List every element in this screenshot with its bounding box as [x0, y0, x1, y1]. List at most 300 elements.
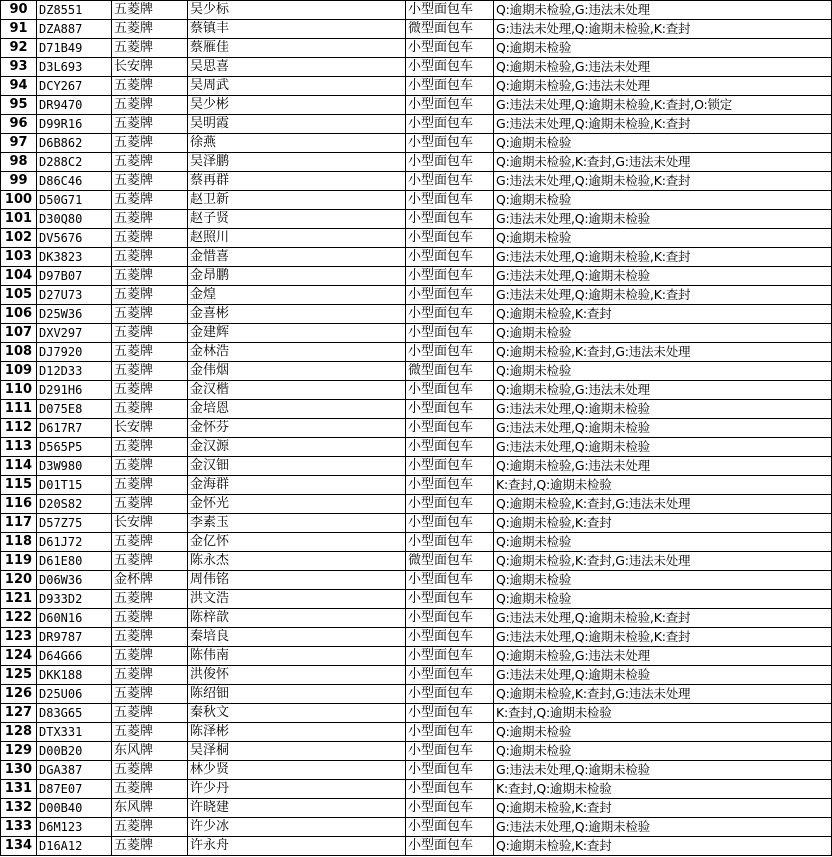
status-cell: Q:逾期未检验,K:查封,G:违法未处理 — [494, 343, 832, 362]
owner-name-cell: 吴泽桐 — [188, 742, 406, 761]
plate-number-cell: D06W36 — [37, 571, 112, 590]
table-row — [1, 438, 832, 457]
owner-name-cell: 洪文浩 — [188, 590, 406, 609]
vehicle-type-cell: 小型面包车 — [406, 229, 494, 248]
status-cell: G:违法未处理,Q:逾期未检验 — [494, 210, 832, 229]
table-row — [1, 609, 832, 628]
status-cell: Q:逾期未检验 — [494, 229, 832, 248]
vehicle-type-cell: 小型面包车 — [406, 761, 494, 780]
plate-number-cell: D3W980 — [37, 457, 112, 476]
brand-cell: 五菱牌 — [112, 476, 188, 495]
row-number-cell: 107 — [1, 324, 37, 343]
row-number-cell: 123 — [1, 628, 37, 647]
vehicle-type-cell: 小型面包车 — [406, 495, 494, 514]
owner-name-cell: 金怀芬 — [188, 419, 406, 438]
table-row — [1, 457, 832, 476]
status-cell: G:违法未处理,Q:逾期未检验 — [494, 666, 832, 685]
plate-number-cell: D933D2 — [37, 590, 112, 609]
table-row — [1, 1, 832, 20]
table-row — [1, 799, 832, 818]
status-cell: Q:逾期未检验,G:违法未处理 — [494, 647, 832, 666]
vehicle-type-cell: 小型面包车 — [406, 438, 494, 457]
plate-number-cell: D83G65 — [37, 704, 112, 723]
vehicle-type-cell: 小型面包车 — [406, 514, 494, 533]
row-number-cell: 93 — [1, 58, 37, 77]
brand-cell: 五菱牌 — [112, 837, 188, 856]
row-number-cell: 109 — [1, 362, 37, 381]
brand-cell: 五菱牌 — [112, 552, 188, 571]
owner-name-cell: 金喜彬 — [188, 305, 406, 324]
plate-number-cell: D60N16 — [37, 609, 112, 628]
table-row — [1, 552, 832, 571]
vehicle-type-cell: 小型面包车 — [406, 723, 494, 742]
table-row — [1, 533, 832, 552]
row-number-cell: 99 — [1, 172, 37, 191]
row-number-cell: 110 — [1, 381, 37, 400]
brand-cell: 五菱牌 — [112, 723, 188, 742]
owner-name-cell: 吴泽鹏 — [188, 153, 406, 172]
status-cell: Q:逾期未检验 — [494, 134, 832, 153]
brand-cell: 五菱牌 — [112, 324, 188, 343]
row-number-cell: 101 — [1, 210, 37, 229]
row-number-cell: 92 — [1, 39, 37, 58]
brand-cell: 五菱牌 — [112, 818, 188, 837]
owner-name-cell: 金昂鹏 — [188, 267, 406, 286]
plate-number-cell: D6M123 — [37, 818, 112, 837]
row-number-cell: 113 — [1, 438, 37, 457]
vehicle-type-cell: 小型面包车 — [406, 343, 494, 362]
table-row — [1, 39, 832, 58]
table-row — [1, 647, 832, 666]
table-row — [1, 134, 832, 153]
owner-name-cell: 金汉钿 — [188, 457, 406, 476]
table-row — [1, 723, 832, 742]
vehicle-type-cell: 小型面包车 — [406, 799, 494, 818]
status-cell: Q:逾期未检验 — [494, 723, 832, 742]
table-row — [1, 191, 832, 210]
row-number-cell: 97 — [1, 134, 37, 153]
status-cell: Q:逾期未检验,K:查封,G:违法未处理 — [494, 685, 832, 704]
plate-number-cell: D288C2 — [37, 153, 112, 172]
plate-number-cell: D64G66 — [37, 647, 112, 666]
status-cell: G:违法未处理,Q:逾期未检验,K:查封 — [494, 628, 832, 647]
plate-number-cell: D3L693 — [37, 58, 112, 77]
vehicle-type-cell: 小型面包车 — [406, 742, 494, 761]
row-number-cell: 98 — [1, 153, 37, 172]
status-cell: G:违法未处理,Q:逾期未检验 — [494, 267, 832, 286]
owner-name-cell: 金建辉 — [188, 324, 406, 343]
status-cell: Q:逾期未检验 — [494, 324, 832, 343]
vehicle-type-cell: 小型面包车 — [406, 248, 494, 267]
owner-name-cell: 许少冰 — [188, 818, 406, 837]
vehicle-type-cell: 小型面包车 — [406, 457, 494, 476]
status-cell: G:违法未处理,Q:逾期未检验,K:查封,O:锁定 — [494, 96, 832, 115]
plate-number-cell: D617R7 — [37, 419, 112, 438]
plate-number-cell: D20S82 — [37, 495, 112, 514]
row-number-cell: 91 — [1, 20, 37, 39]
owner-name-cell: 林少贤 — [188, 761, 406, 780]
owner-name-cell: 蔡镇丰 — [188, 20, 406, 39]
brand-cell: 五菱牌 — [112, 229, 188, 248]
vehicle-type-cell: 小型面包车 — [406, 400, 494, 419]
owner-name-cell: 洪俊怀 — [188, 666, 406, 685]
brand-cell: 五菱牌 — [112, 647, 188, 666]
status-cell: Q:逾期未检验,G:违法未处理 — [494, 77, 832, 96]
row-number-cell: 116 — [1, 495, 37, 514]
row-number-cell: 111 — [1, 400, 37, 419]
row-number-cell: 94 — [1, 77, 37, 96]
plate-number-cell: D61E80 — [37, 552, 112, 571]
plate-number-cell: D87E07 — [37, 780, 112, 799]
plate-number-cell: D565P5 — [37, 438, 112, 457]
vehicle-type-cell: 小型面包车 — [406, 704, 494, 723]
row-number-cell: 100 — [1, 191, 37, 210]
status-cell: G:违法未处理,Q:逾期未检验,K:查封 — [494, 115, 832, 134]
plate-number-cell: DR9470 — [37, 96, 112, 115]
plate-number-cell: DXV297 — [37, 324, 112, 343]
brand-cell: 五菱牌 — [112, 495, 188, 514]
owner-name-cell: 许少丹 — [188, 780, 406, 799]
owner-name-cell: 赵卫新 — [188, 191, 406, 210]
table-row — [1, 400, 832, 419]
status-cell: Q:逾期未检验,K:查封 — [494, 514, 832, 533]
vehicle-type-cell: 小型面包车 — [406, 419, 494, 438]
vehicle-type-cell: 小型面包车 — [406, 628, 494, 647]
owner-name-cell: 陈绍钿 — [188, 685, 406, 704]
owner-name-cell: 金林浩 — [188, 343, 406, 362]
vehicle-type-cell: 小型面包车 — [406, 267, 494, 286]
row-number-cell: 134 — [1, 837, 37, 856]
plate-number-cell: DR9787 — [37, 628, 112, 647]
owner-name-cell: 许永舟 — [188, 837, 406, 856]
plate-number-cell: D6B862 — [37, 134, 112, 153]
brand-cell: 五菱牌 — [112, 134, 188, 153]
brand-cell: 五菱牌 — [112, 381, 188, 400]
brand-cell: 五菱牌 — [112, 438, 188, 457]
owner-name-cell: 陈伟南 — [188, 647, 406, 666]
plate-number-cell: DGA387 — [37, 761, 112, 780]
brand-cell: 五菱牌 — [112, 780, 188, 799]
plate-number-cell: D61J72 — [37, 533, 112, 552]
row-number-cell: 122 — [1, 609, 37, 628]
plate-number-cell: DKK188 — [37, 666, 112, 685]
owner-name-cell: 许晓建 — [188, 799, 406, 818]
vehicle-type-cell: 小型面包车 — [406, 818, 494, 837]
row-number-cell: 105 — [1, 286, 37, 305]
row-number-cell: 128 — [1, 723, 37, 742]
table-row — [1, 58, 832, 77]
status-cell: Q:逾期未检验,G:违法未处理 — [494, 58, 832, 77]
brand-cell: 五菱牌 — [112, 400, 188, 419]
table-row — [1, 286, 832, 305]
table-row — [1, 590, 832, 609]
row-number-cell: 115 — [1, 476, 37, 495]
owner-name-cell: 金怀光 — [188, 495, 406, 514]
brand-cell: 东风牌 — [112, 799, 188, 818]
vehicle-type-cell: 小型面包车 — [406, 134, 494, 153]
table-row — [1, 210, 832, 229]
vehicle-type-cell: 小型面包车 — [406, 666, 494, 685]
vehicle-type-cell: 小型面包车 — [406, 837, 494, 856]
owner-name-cell: 吴明霞 — [188, 115, 406, 134]
status-cell: G:违法未处理,Q:逾期未检验,K:查封 — [494, 609, 832, 628]
status-cell: G:违法未处理,Q:逾期未检验,K:查封 — [494, 172, 832, 191]
plate-number-cell: DTX331 — [37, 723, 112, 742]
plate-number-cell: DK3823 — [37, 248, 112, 267]
plate-number-cell: D86C46 — [37, 172, 112, 191]
brand-cell: 五菱牌 — [112, 248, 188, 267]
owner-name-cell: 金伟烟 — [188, 362, 406, 381]
vehicle-type-cell: 小型面包车 — [406, 609, 494, 628]
vehicle-type-cell: 小型面包车 — [406, 533, 494, 552]
table-row — [1, 419, 832, 438]
brand-cell: 五菱牌 — [112, 533, 188, 552]
status-cell: G:违法未处理,Q:逾期未检验 — [494, 818, 832, 837]
owner-name-cell: 秦秋文 — [188, 704, 406, 723]
plate-number-cell: D00B20 — [37, 742, 112, 761]
owner-name-cell: 陈永杰 — [188, 552, 406, 571]
vehicle-type-cell: 小型面包车 — [406, 77, 494, 96]
status-cell: Q:逾期未检验,G:违法未处理 — [494, 1, 832, 20]
plate-number-cell: D16A12 — [37, 837, 112, 856]
plate-number-cell: DCY267 — [37, 77, 112, 96]
status-cell: Q:逾期未检验 — [494, 590, 832, 609]
status-cell: G:违法未处理,Q:逾期未检验 — [494, 419, 832, 438]
plate-number-cell: D25U06 — [37, 685, 112, 704]
plate-number-cell: DJ7920 — [37, 343, 112, 362]
owner-name-cell: 吴少彬 — [188, 96, 406, 115]
brand-cell: 长安牌 — [112, 58, 188, 77]
table-row — [1, 96, 832, 115]
table-row — [1, 742, 832, 761]
brand-cell: 五菱牌 — [112, 457, 188, 476]
table-row — [1, 172, 832, 191]
brand-cell: 五菱牌 — [112, 628, 188, 647]
vehicle-type-cell: 小型面包车 — [406, 476, 494, 495]
plate-number-cell: DV5676 — [37, 229, 112, 248]
brand-cell: 五菱牌 — [112, 96, 188, 115]
vehicle-table-body — [1, 1, 832, 856]
table-row — [1, 381, 832, 400]
table-row — [1, 476, 832, 495]
plate-number-cell: D50G71 — [37, 191, 112, 210]
vehicle-type-cell: 小型面包车 — [406, 780, 494, 799]
row-number-cell: 119 — [1, 552, 37, 571]
vehicle-type-cell: 小型面包车 — [406, 1, 494, 20]
status-cell: Q:逾期未检验,K:查封,G:违法未处理 — [494, 552, 832, 571]
owner-name-cell: 赵照川 — [188, 229, 406, 248]
row-number-cell: 106 — [1, 305, 37, 324]
vehicle-type-cell: 小型面包车 — [406, 286, 494, 305]
plate-number-cell: D30Q80 — [37, 210, 112, 229]
status-cell: Q:逾期未检验 — [494, 39, 832, 58]
plate-number-cell: D25W36 — [37, 305, 112, 324]
status-cell: Q:逾期未检验,K:查封,G:违法未处理 — [494, 495, 832, 514]
vehicle-type-cell: 小型面包车 — [406, 647, 494, 666]
owner-name-cell: 陈泽彬 — [188, 723, 406, 742]
owner-name-cell: 秦培良 — [188, 628, 406, 647]
vehicle-type-cell: 小型面包车 — [406, 685, 494, 704]
owner-name-cell: 徐燕 — [188, 134, 406, 153]
table-row — [1, 514, 832, 533]
owner-name-cell: 金煌 — [188, 286, 406, 305]
owner-name-cell: 赵子贤 — [188, 210, 406, 229]
brand-cell: 五菱牌 — [112, 666, 188, 685]
status-cell: Q:逾期未检验 — [494, 191, 832, 210]
row-number-cell: 132 — [1, 799, 37, 818]
plate-number-cell: D27U73 — [37, 286, 112, 305]
table-row — [1, 780, 832, 799]
status-cell: G:违法未处理,Q:逾期未检验,K:查封 — [494, 20, 832, 39]
vehicle-type-cell: 小型面包车 — [406, 324, 494, 343]
status-cell: Q:逾期未检验 — [494, 742, 832, 761]
owner-name-cell: 金汉楷 — [188, 381, 406, 400]
status-cell: Q:逾期未检验,G:违法未处理 — [494, 457, 832, 476]
brand-cell: 五菱牌 — [112, 362, 188, 381]
plate-number-cell: D291H6 — [37, 381, 112, 400]
row-number-cell: 104 — [1, 267, 37, 286]
owner-name-cell: 金汉源 — [188, 438, 406, 457]
table-row — [1, 324, 832, 343]
owner-name-cell: 周伟铭 — [188, 571, 406, 590]
plate-number-cell: D57Z75 — [37, 514, 112, 533]
owner-name-cell: 金培恩 — [188, 400, 406, 419]
owner-name-cell: 吴思喜 — [188, 58, 406, 77]
row-number-cell: 124 — [1, 647, 37, 666]
status-cell: Q:逾期未检验,G:违法未处理 — [494, 381, 832, 400]
brand-cell: 五菱牌 — [112, 590, 188, 609]
plate-number-cell: DZA887 — [37, 20, 112, 39]
brand-cell: 五菱牌 — [112, 210, 188, 229]
brand-cell: 五菱牌 — [112, 39, 188, 58]
row-number-cell: 120 — [1, 571, 37, 590]
brand-cell: 五菱牌 — [112, 343, 188, 362]
table-row — [1, 77, 832, 96]
status-cell: G:违法未处理,Q:逾期未检验 — [494, 761, 832, 780]
brand-cell: 五菱牌 — [112, 761, 188, 780]
row-number-cell: 114 — [1, 457, 37, 476]
vehicle-type-cell: 小型面包车 — [406, 305, 494, 324]
plate-number-cell: DZ8551 — [37, 1, 112, 20]
status-cell: Q:逾期未检验,K:查封,G:违法未处理 — [494, 153, 832, 172]
row-number-cell: 131 — [1, 780, 37, 799]
vehicle-type-cell: 小型面包车 — [406, 590, 494, 609]
row-number-cell: 96 — [1, 115, 37, 134]
row-number-cell: 103 — [1, 248, 37, 267]
plate-number-cell: D01T15 — [37, 476, 112, 495]
brand-cell: 五菱牌 — [112, 704, 188, 723]
table-row — [1, 229, 832, 248]
owner-name-cell: 李素玉 — [188, 514, 406, 533]
row-number-cell: 118 — [1, 533, 37, 552]
table-row — [1, 818, 832, 837]
brand-cell: 五菱牌 — [112, 685, 188, 704]
table-row — [1, 837, 832, 856]
brand-cell: 五菱牌 — [112, 1, 188, 20]
status-cell: K:查封,Q:逾期未检验 — [494, 780, 832, 799]
vehicle-type-cell: 小型面包车 — [406, 153, 494, 172]
status-cell: Q:逾期未检验,K:查封 — [494, 799, 832, 818]
row-number-cell: 130 — [1, 761, 37, 780]
status-cell: G:违法未处理,Q:逾期未检验 — [494, 438, 832, 457]
brand-cell: 五菱牌 — [112, 172, 188, 191]
brand-cell: 五菱牌 — [112, 267, 188, 286]
table-row — [1, 20, 832, 39]
vehicle-type-cell: 小型面包车 — [406, 172, 494, 191]
vehicle-type-cell: 小型面包车 — [406, 58, 494, 77]
status-cell: K:查封,Q:逾期未检验 — [494, 476, 832, 495]
brand-cell: 长安牌 — [112, 419, 188, 438]
owner-name-cell: 吴少标 — [188, 1, 406, 20]
owner-name-cell: 金海群 — [188, 476, 406, 495]
plate-number-cell: D075E8 — [37, 400, 112, 419]
table-row — [1, 704, 832, 723]
row-number-cell: 108 — [1, 343, 37, 362]
status-cell: G:违法未处理,Q:逾期未检验,K:查封 — [494, 248, 832, 267]
table-row — [1, 495, 832, 514]
row-number-cell: 102 — [1, 229, 37, 248]
row-number-cell: 127 — [1, 704, 37, 723]
brand-cell: 长安牌 — [112, 514, 188, 533]
owner-name-cell: 金惜喜 — [188, 248, 406, 267]
vehicle-type-cell: 微型面包车 — [406, 362, 494, 381]
vehicle-type-cell: 小型面包车 — [406, 115, 494, 134]
brand-cell: 五菱牌 — [112, 286, 188, 305]
brand-cell: 五菱牌 — [112, 305, 188, 324]
plate-number-cell: D00B40 — [37, 799, 112, 818]
table-row — [1, 153, 832, 172]
status-cell: G:违法未处理,Q:逾期未检验 — [494, 400, 832, 419]
owner-name-cell: 蔡再群 — [188, 172, 406, 191]
row-number-cell: 117 — [1, 514, 37, 533]
table-row — [1, 362, 832, 381]
brand-cell: 五菱牌 — [112, 20, 188, 39]
vehicle-type-cell: 小型面包车 — [406, 571, 494, 590]
row-number-cell: 125 — [1, 666, 37, 685]
table-row — [1, 305, 832, 324]
owner-name-cell: 陈梓歆 — [188, 609, 406, 628]
status-cell: G:违法未处理,Q:逾期未检验,K:查封 — [494, 286, 832, 305]
vehicle-type-cell: 小型面包车 — [406, 191, 494, 210]
row-number-cell: 112 — [1, 419, 37, 438]
brand-cell: 五菱牌 — [112, 115, 188, 134]
status-cell: Q:逾期未检验,K:查封 — [494, 837, 832, 856]
plate-number-cell: D97B07 — [37, 267, 112, 286]
plate-number-cell: D71B49 — [37, 39, 112, 58]
owner-name-cell: 吴周武 — [188, 77, 406, 96]
table-row — [1, 761, 832, 780]
table-row — [1, 267, 832, 286]
owner-name-cell: 金亿怀 — [188, 533, 406, 552]
table-row — [1, 571, 832, 590]
status-cell: K:查封,Q:逾期未检验 — [494, 704, 832, 723]
vehicle-type-cell: 小型面包车 — [406, 381, 494, 400]
brand-cell: 五菱牌 — [112, 153, 188, 172]
brand-cell: 东风牌 — [112, 742, 188, 761]
brand-cell: 五菱牌 — [112, 77, 188, 96]
vehicle-type-cell: 微型面包车 — [406, 20, 494, 39]
row-number-cell: 126 — [1, 685, 37, 704]
plate-number-cell: D99R16 — [37, 115, 112, 134]
table-row — [1, 685, 832, 704]
vehicle-type-cell: 微型面包车 — [406, 552, 494, 571]
plate-number-cell: D12D33 — [37, 362, 112, 381]
status-cell: Q:逾期未检验 — [494, 362, 832, 381]
brand-cell: 五菱牌 — [112, 191, 188, 210]
status-cell: Q:逾期未检验 — [494, 571, 832, 590]
brand-cell: 五菱牌 — [112, 609, 188, 628]
status-cell: Q:逾期未检验 — [494, 533, 832, 552]
